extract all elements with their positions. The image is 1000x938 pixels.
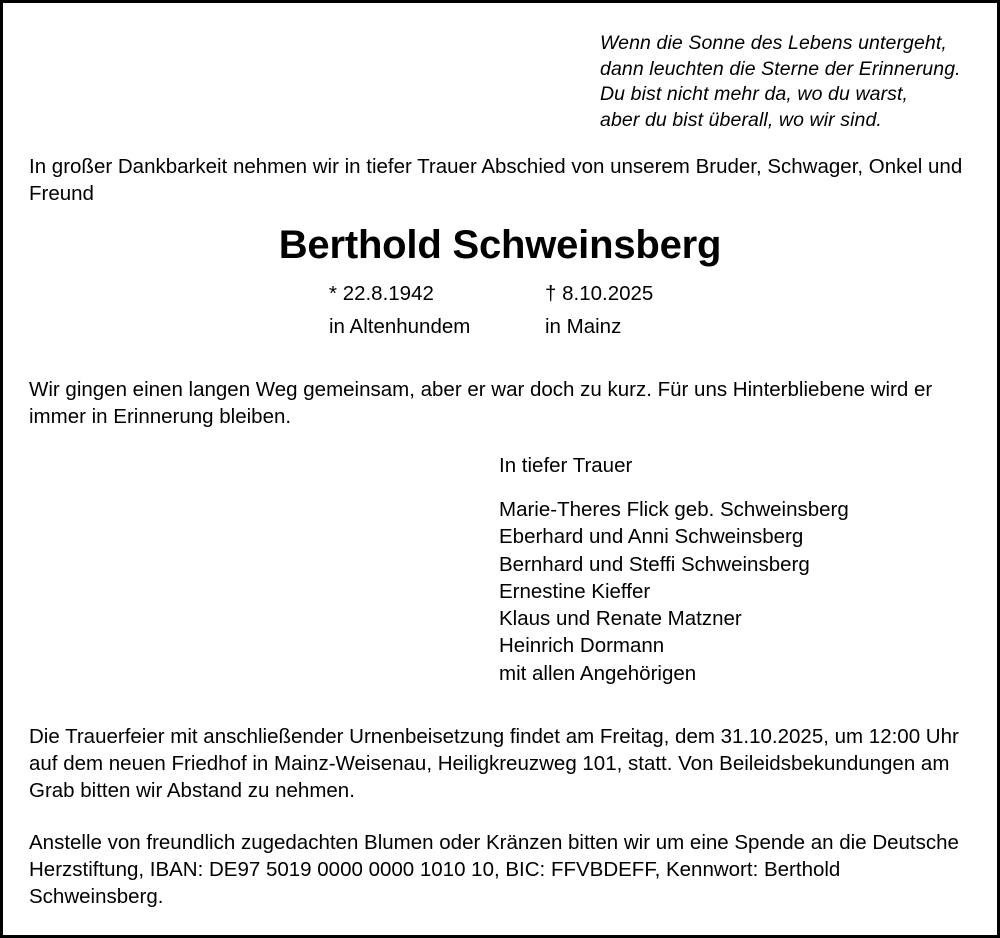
donation-request: Anstelle von freundlich zugedachten Blumen oder Kränzen bitten wir um eine Spende an die Deutsche Herzstiftung, IBAN: DE97 5019 0000 0000 1010 10, BIC: FFVBDEFF, Kennwort: Berthold Schweinsberg. bbox=[29, 831, 959, 908]
list-item: mit allen Angehörigen bbox=[499, 661, 697, 685]
epigraph-line-2: dann leuchten die Sterne der Erinnerung. bbox=[600, 57, 961, 80]
list-item: Eberhard und Anni Schweinsberg bbox=[499, 525, 804, 549]
remembrance-text: Wir gingen einen langen Weg gemeinsam, aber er war doch zu kurz. Für uns Hinterbliebene wird er immer in Erinnerung bleiben. bbox=[29, 378, 933, 428]
list-item: Marie-Theres Flick geb. Schweinsberg bbox=[499, 498, 849, 521]
mourners-list bbox=[499, 496, 849, 687]
epigraph-line-3: Du bist nicht mehr da, wo du warst, bbox=[600, 83, 909, 105]
places-row bbox=[329, 310, 805, 343]
birth-date bbox=[329, 277, 545, 310]
list-item: Heinrich Dormann bbox=[499, 634, 665, 658]
service-details: Die Trauerfeier mit anschließender Urnenbeisetzung findet am Freitag, dem 31.10.2025, um 12:00 Uhr auf dem neuen Friedhof in Mainz-Weisenau, Heiligkreuzweg 101, statt. Von Beileidsbekundungen am Grab bitten wir Abstand zu nehmen. bbox=[29, 725, 959, 802]
deceased-name: Berthold Schweinsberg bbox=[278, 223, 722, 267]
dagger-icon: † bbox=[545, 282, 557, 305]
life-dates bbox=[329, 277, 805, 343]
birth-symbol: * bbox=[329, 282, 337, 305]
list-item: Ernestine Kieffer bbox=[499, 579, 651, 603]
list-item: Bernhard und Steffi Schweinsberg bbox=[499, 552, 810, 576]
birth-place: in Altenhundem bbox=[329, 315, 471, 338]
birth-date-value: 22.8.1942 bbox=[342, 282, 434, 305]
notice-inner bbox=[3, 3, 997, 935]
epigraph bbox=[600, 31, 961, 133]
death-place: in Mainz bbox=[545, 315, 622, 338]
epigraph-line-1: Wenn die Sonne des Lebens untergeht, bbox=[600, 32, 947, 54]
intro-text: In großer Dankbarkeit nehmen wir in tiefer Trauer Abschied von unserem Bruder, Schwager, Onkel und Freund bbox=[29, 155, 963, 205]
mourners-heading: In tiefer Trauer bbox=[499, 454, 633, 477]
list-item: Klaus und Renate Matzner bbox=[499, 607, 742, 631]
death-date bbox=[545, 277, 805, 310]
dates-row bbox=[329, 277, 805, 310]
mourners-block bbox=[499, 454, 849, 687]
epigraph-line-4: aber du bist überall, wo wir sind. bbox=[600, 108, 882, 131]
death-date-value: 8.10.2025 bbox=[562, 282, 654, 305]
